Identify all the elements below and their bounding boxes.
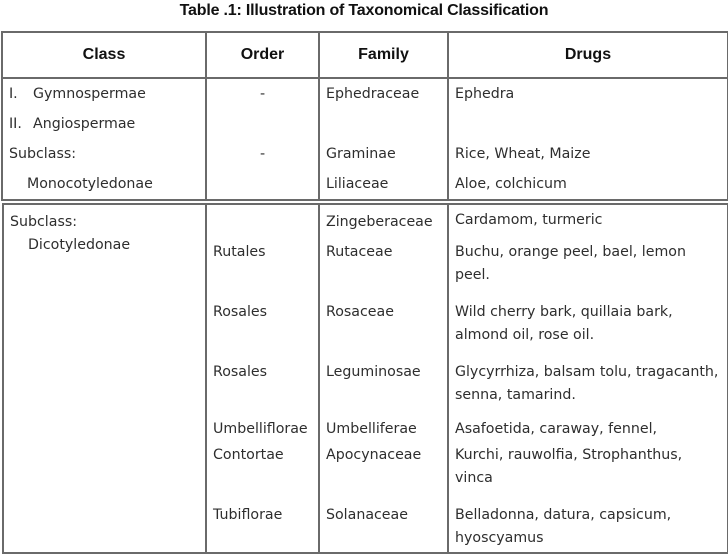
drugs-cell: Belladonna, datura, capsicum, hyoscyamus	[448, 497, 728, 553]
header-order: Order	[206, 32, 319, 78]
dicotyledonae-label: Dicotyledonae	[28, 237, 131, 253]
table-row	[2, 139, 728, 169]
drugs-cell: Ephedra	[448, 78, 728, 109]
table-row	[2, 109, 728, 139]
order-cell	[206, 204, 319, 241]
classification-table-dicot	[2, 203, 728, 554]
drugs-cell: Kurchi, rauwolfia, Strophanthus, vinca	[448, 444, 728, 497]
table-row	[2, 169, 728, 200]
class-cell	[2, 78, 206, 109]
family-cell: Apocynaceae	[319, 444, 448, 497]
drugs-cell: Wild cherry bark, quillaia bark, almond oil, rose oil.	[448, 294, 728, 354]
header-row	[2, 32, 728, 78]
order-cell: Rutales	[206, 241, 319, 294]
family-cell: Umbelliferae	[319, 414, 448, 444]
drugs-cell: Asafoetida, caraway, fennel,	[448, 414, 728, 444]
table-caption: Table .1: Illustration of Taxonomical Classification	[179, 2, 549, 19]
family-cell: Rutaceae	[319, 241, 448, 294]
class-cell: Subclass:	[2, 139, 206, 169]
drugs-cell: Glycyrrhiza, balsam tolu, tragacanth, senna, tamarind.	[448, 354, 728, 414]
drugs-cell: Buchu, orange peel, bael, lemon peel.	[448, 241, 728, 294]
order-cell: -	[206, 139, 319, 169]
family-cell: Graminae	[319, 139, 448, 169]
drugs-cell: Rice, Wheat, Maize	[448, 139, 728, 169]
class-cell	[2, 109, 206, 139]
family-cell: Leguminosae	[319, 354, 448, 414]
order-cell: Contortae	[206, 444, 319, 497]
header-class: Class	[2, 32, 206, 78]
drugs-cell: Aloe, colchicum	[448, 169, 728, 200]
drugs-cell: Cardamom, turmeric	[448, 204, 728, 241]
order-cell: Rosales	[206, 354, 319, 414]
drugs-cell	[448, 109, 728, 139]
family-cell: Rosaceae	[319, 294, 448, 354]
class-name: Angiospermae	[33, 116, 136, 132]
order-cell: Umbelliflorae	[206, 414, 319, 444]
header-drugs: Drugs	[448, 32, 728, 78]
family-cell	[319, 109, 448, 139]
table-row	[2, 78, 728, 109]
class-name: Gymnospermae	[33, 86, 146, 102]
family-cell: Ephedraceae	[319, 78, 448, 109]
family-cell: Solanaceae	[319, 497, 448, 553]
header-family: Family	[319, 32, 448, 78]
subclass-dicot-cell	[3, 204, 206, 553]
class-cell: Monocotyledonae	[2, 169, 206, 200]
classification-table-top	[1, 31, 728, 201]
family-cell: Zingeberaceae	[319, 204, 448, 241]
family-cell: Liliaceae	[319, 169, 448, 200]
order-cell: Tubiflorae	[206, 497, 319, 553]
order-cell: Rosales	[206, 294, 319, 354]
order-cell: -	[206, 78, 319, 109]
roman-numeral: I.	[9, 86, 18, 102]
order-cell	[206, 109, 319, 139]
subclass-label: Subclass:	[10, 214, 78, 230]
roman-numeral: II.	[9, 116, 22, 132]
table-row	[3, 204, 728, 241]
order-cell	[206, 169, 319, 200]
